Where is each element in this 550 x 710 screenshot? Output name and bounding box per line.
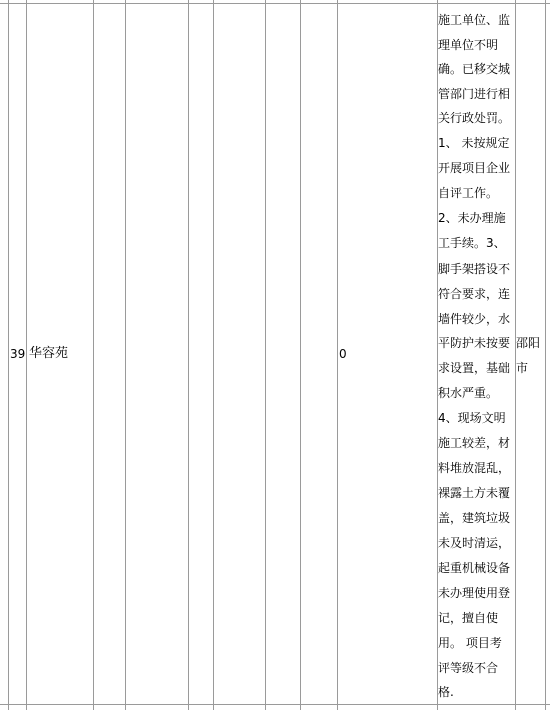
issue-line: 施工单位、监 <box>438 13 511 27</box>
column-divider <box>188 0 189 710</box>
column-divider <box>437 0 438 710</box>
issue-line: 积水严重。 <box>438 386 499 400</box>
issue-line: 格. <box>438 685 454 699</box>
issue-line: 管部门进行相 <box>438 87 511 101</box>
issue-line: 盖，建筑垃圾 <box>438 511 511 525</box>
row-divider <box>0 704 550 705</box>
issue-line: 1、 未按规定 <box>438 136 510 150</box>
city-line: 市 <box>516 361 529 375</box>
issue-line: 用。 项目考 <box>438 636 502 650</box>
issue-line: 开展项目企业 <box>438 161 511 175</box>
issue-line: 确。已移交城 <box>438 62 511 76</box>
city-line: 邵阳 <box>516 336 541 350</box>
column-divider <box>300 0 301 710</box>
issue-line: 平防护未按要 <box>438 336 511 350</box>
row-divider <box>0 3 550 4</box>
issue-line: 2、未办理施 <box>438 211 506 225</box>
issue-line: 理单位不明 <box>438 38 499 52</box>
issue-line: 未办理使用登 <box>438 586 511 600</box>
issue-line: 墙件较少，水 <box>438 312 511 326</box>
row-number: 39 <box>10 347 26 361</box>
issue-line: 起重机械设备 <box>438 561 511 575</box>
issue-line: 关行政处罚。 <box>438 111 511 125</box>
issue-line: 自评工作。 <box>438 186 499 200</box>
column-divider <box>8 0 9 710</box>
issue-line: 脚手架搭设不 <box>438 262 511 276</box>
project-name: 华容苑 <box>29 346 69 361</box>
issue-line: 记，擅自使 <box>438 611 499 625</box>
issue-line: 未及时清运， <box>438 536 511 550</box>
column-divider <box>265 0 266 710</box>
column-divider <box>545 0 546 710</box>
column-divider <box>213 0 214 710</box>
issue-line: 料堆放混乱， <box>438 461 511 475</box>
issue-line: 裸露土方未覆 <box>438 486 511 500</box>
column-divider <box>93 0 94 710</box>
issue-line: 4、现场文明 <box>438 411 506 425</box>
column-divider <box>26 0 27 710</box>
issue-line: 施工较差，材 <box>438 436 511 450</box>
issue-line: 评等级不合 <box>438 661 499 675</box>
score-value: 0 <box>339 347 347 361</box>
issue-line: 求设置，基础 <box>438 361 511 375</box>
column-divider <box>125 0 126 710</box>
issue-line: 工手续。3、 <box>438 236 506 250</box>
issue-line: 符合要求，连 <box>438 287 511 301</box>
column-divider <box>337 0 338 710</box>
column-divider <box>515 0 516 710</box>
